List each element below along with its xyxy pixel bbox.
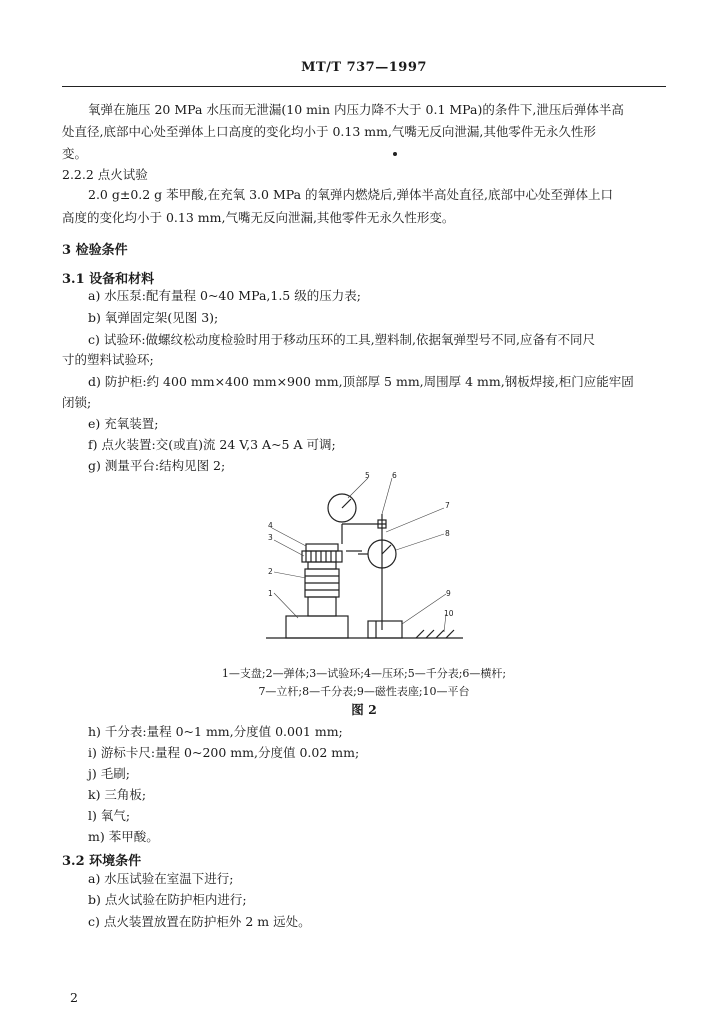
section-3-title: 3 检验条件 xyxy=(62,243,128,258)
section-2-2-2-line-2: 高度的变化均小于 0.13 mm,气嘴无反向泄漏,其他零件无永久性形变。 xyxy=(62,210,455,225)
item-d-line-2: 闭锁; xyxy=(62,395,92,410)
item-j: j) 毛刷; xyxy=(88,766,130,781)
magnetic-base xyxy=(368,621,402,638)
item-e: e) 充氧装置; xyxy=(88,416,159,431)
item-c-line-2: 寸的塑料试验环; xyxy=(62,352,154,367)
fig-label-5: 5 xyxy=(365,471,370,480)
fig-label-6: 6 xyxy=(392,471,397,480)
fig-label-10: 10 xyxy=(444,609,454,618)
document-header: MT/T 737—1997 xyxy=(301,60,427,75)
env-item-b: b) 点火试验在防护柜内进行; xyxy=(88,892,247,907)
measuring-platform-figure xyxy=(258,466,468,646)
fig-label-1: 1 xyxy=(268,589,273,598)
item-h: h) 千分表:量程 0~1 mm,分度值 0.001 mm; xyxy=(88,724,343,739)
press-ring xyxy=(306,544,338,551)
fig-label-8: 8 xyxy=(445,529,450,538)
item-l: l) 氧气; xyxy=(88,808,131,823)
section-3-2-title: 3.2 环境条件 xyxy=(62,854,142,869)
section-3-1-title: 3.1 设备和材料 xyxy=(62,272,155,287)
body-base xyxy=(308,597,336,616)
section-2-2-2-line-1: 2.0 g±0.2 g 苯甲酸,在充氧 3.0 MPa 的氧弹内燃烧后,弹体半高处直径,底部中心处至弹体上口 xyxy=(88,187,613,202)
item-f: f) 点火装置:交(或直)流 24 V,3 A~5 A 可调; xyxy=(88,437,336,452)
section-2-2-2-title: 2.2.2 点火试验 xyxy=(62,167,148,182)
header-rule xyxy=(62,86,666,87)
figure-legend-line-2: 7—立杆;8—千分表;9—磁性表座;10—平台 xyxy=(258,685,470,698)
fig-label-7: 7 xyxy=(445,501,450,510)
item-k: k) 三角板; xyxy=(88,787,147,802)
stray-mark xyxy=(393,152,397,156)
fig-label-2: 2 xyxy=(268,567,273,576)
item-c-line-1: c) 试验环:做螺纹松动度检验时用于移动压环的工具,塑料制,依据氧弹型号不同,应备有不同尺 xyxy=(88,332,595,347)
env-item-a: a) 水压试验在室温下进行; xyxy=(88,871,234,886)
item-a: a) 水压泵:配有量程 0~40 MPa,1.5 级的压力表; xyxy=(88,288,361,303)
fig-label-4: 4 xyxy=(268,521,273,530)
intro-line-1: 氧弹在施压 20 MPa 水压而无泄漏(10 min 内压力降不大于 0.1 MPa)的条件下,泄压后弹体半高 xyxy=(88,102,624,117)
support-plate xyxy=(286,616,348,638)
intro-line-3: 变。 xyxy=(62,146,88,161)
env-item-c: c) 点火装置放置在防护柜外 2 m 远处。 xyxy=(88,914,311,929)
page-number: 2 xyxy=(70,990,78,1005)
figure-caption: 图 2 xyxy=(351,702,377,717)
item-i: i) 游标卡尺:量程 0~200 mm,分度值 0.02 mm; xyxy=(88,745,360,760)
intro-line-2: 处直径,底部中心处至弹体上口高度的变化均小于 0.13 mm,气嘴无反向泄漏,其他零件无永久性形 xyxy=(62,124,596,139)
item-g: g) 测量平台:结构见图 2; xyxy=(88,458,226,473)
fig-label-9: 9 xyxy=(446,589,451,598)
item-m: m) 苯甲酸。 xyxy=(88,829,159,844)
fig-label-3: 3 xyxy=(268,533,273,542)
figure-legend-line-1: 1—支盘;2—弹体;3—试验环;4—压环;5—千分表;6—横杆; xyxy=(221,667,507,680)
item-b: b) 氧弹固定架(见图 3); xyxy=(88,310,219,325)
item-d-line-1: d) 防护柜:约 400 mm×400 mm×900 mm,顶部厚 5 mm,周围厚 4 mm,钢板焊接,柜门应能牢固 xyxy=(88,374,634,389)
